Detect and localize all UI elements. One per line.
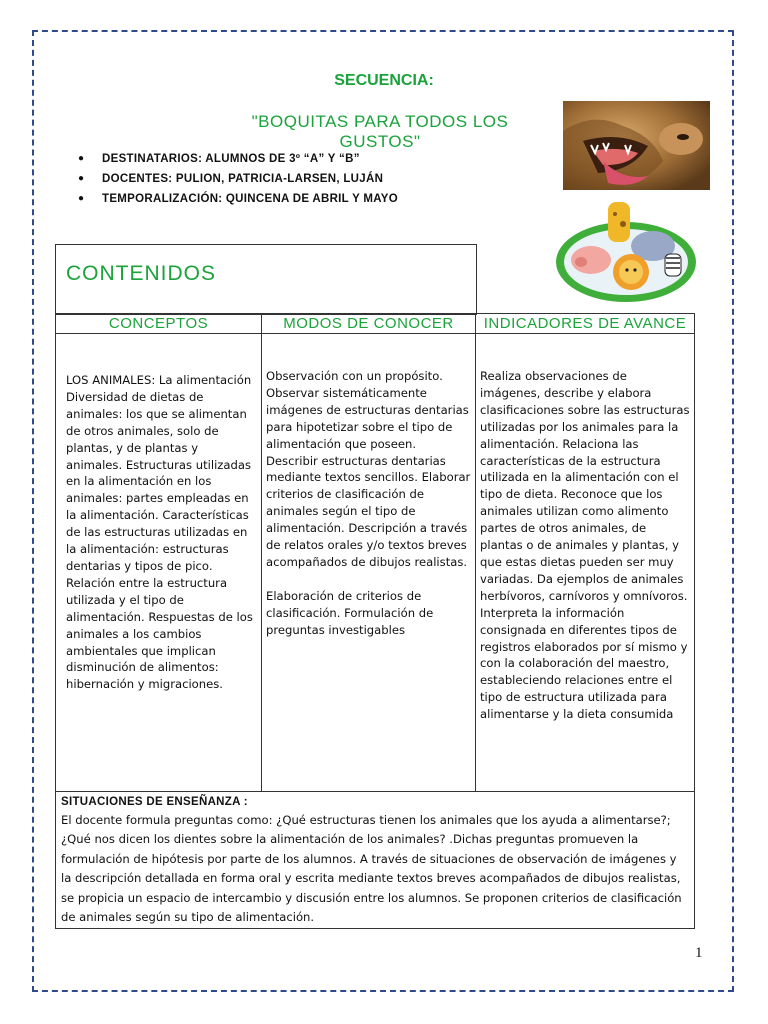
header-modos-de-conocer: MODOS DE CONOCER: [262, 314, 476, 334]
indicadores-cell: [476, 334, 694, 791]
situaciones-box: [55, 791, 695, 929]
situaciones-title: SITUACIONES DE ENSEÑANZA :: [61, 796, 248, 808]
info-list: [78, 150, 398, 210]
bullet-icon: ●: [78, 173, 85, 184]
conceptos-text: LOS ANIMALES: La alimentación Diversidad de dietas de animales: los que se alimentan de otros animales, solo de plantas, y de plantas y animales. Estructuras utilizadas en la alimentación en los animales: partes empleadas en la alimentación. Características de las estructuras utilizadas en la alimentación: estructuras dentarias y tipos de pico. Relación entre la estructura utilizada y el tipo de alimentación. Respuestas de los animales a los cambios ambientales que implican disminución de alimentos: hibernación y migraciones.: [66, 373, 253, 692]
lion-photo: [563, 101, 710, 190]
modos-text: Observación con un propósito. Observar sistemáticamente imágenes de estructuras dentarias para hipotetizar sobre el tipo de alimentación que poseen. Describir estructuras dentarias mediante textos sencillos. Elaborar criterios de clasificación de animales según el tipo de alimentación. Descripción a través de relatos orales y/o textos breves acompañados de dibujos realistas.: [266, 369, 471, 569]
animals-badge-image: [553, 200, 700, 307]
modos-cell: [262, 334, 476, 791]
info-item: ● DOCENTES: PULION, PATRICIA-LARSEN, LUJÁN: [78, 170, 398, 190]
info-item: ● DESTINATARIOS: ALUMNOS DE 3º “A” Y “B”: [78, 150, 398, 170]
info-item: ● TEMPORALIZACIÓN: QUINCENA DE ABRIL Y MAYO: [78, 190, 398, 210]
bullet-icon: ●: [78, 153, 85, 164]
document-subtitle: "BOQUITAS PARA TODOS LOS GUSTOS": [251, 112, 509, 151]
indicadores-text: Realiza observaciones de imágenes, describe y elabora clasificaciones sobre las estructuras utilizadas por los animales para la alimentación. Relaciona las características de la estructura utilizada en la alimentación con el tipo de dieta. Reconoce que los animales utilizan como alimento partes de otros animales, de plantas o de animales y plantas, y que estas dietas pueden ser muy variadas. Da ejemplos de animales herbívoros, carnívoros y omnívoros. Interpreta la información consignada en diferentes tipos de registros elaborados por sí mismo y con la colaboración del maestro, estableciendo relaciones entre el tipo de estructura utilizada para alimentarse y la dieta consumida: [480, 369, 690, 722]
conceptos-cell: [56, 334, 262, 791]
situaciones-text: El docente formula preguntas como: ¿Qué estructuras tienen los animales que los ayuda a alimentarse?; ¿Qué nos dicen los dientes sobre la alimentación de los animales? .Dichas preguntas promueven la formulación de hipótesis por parte de los alumnos. A través de situaciones de observación de imágenes y la descripción detallada en forma oral y escrita mediante textos breves acompañados de dibujos realistas, se propicia un espacio de intercambio y discusión entre los alumnos. Se proponen criterios de clasificación de animales según su tipo de alimentación.: [61, 813, 682, 925]
document-title: SECUENCIA:: [334, 72, 434, 89]
page-number: 1: [695, 945, 703, 961]
header-conceptos: CONCEPTOS: [56, 314, 262, 334]
bullet-icon: ●: [78, 193, 85, 204]
contents-table: [55, 313, 695, 792]
header-indicadores-de-avance: INDICADORES DE AVANCE: [476, 314, 694, 334]
modos-text-2: Elaboración de criterios de clasificación. Formulación de preguntas investigables: [266, 588, 434, 637]
contenidos-heading: CONTENIDOS: [66, 262, 217, 285]
